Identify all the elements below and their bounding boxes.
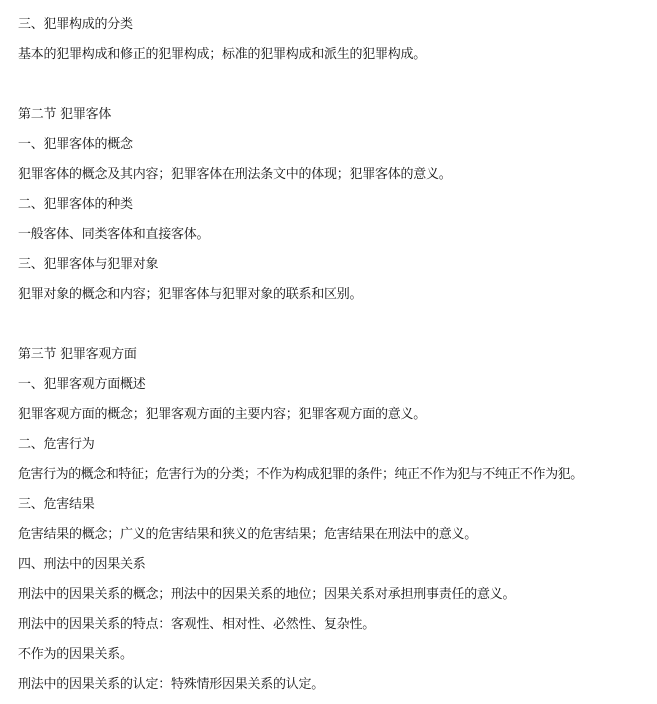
paragraph: 刑法中的因果关系的特点：客观性、相对性、必然性、复杂性。 (18, 617, 376, 632)
paragraph: 犯罪客观方面的概念；犯罪客观方面的主要内容；犯罪客观方面的意义。 (18, 407, 427, 422)
section-heading: 第三节 犯罪客观方面 (18, 347, 137, 362)
subsection-heading: 四、刑法中的因果关系 (18, 557, 146, 572)
paragraph: 基本的犯罪构成和修正的犯罪构成；标准的犯罪构成和派生的犯罪构成。 (18, 47, 427, 62)
paragraph: 犯罪客体的概念及其内容；犯罪客体在刑法条文中的体现；犯罪客体的意义。 (18, 167, 452, 182)
paragraph: 危害结果的概念；广义的危害结果和狭义的危害结果；危害结果在刑法中的意义。 (18, 527, 478, 542)
paragraph: 一般客体、同类客体和直接客体。 (18, 227, 210, 242)
paragraph: 危害行为的概念和特征；危害行为的分类；不作为构成犯罪的条件；纯正不作为犯与不纯正不作为犯。 (18, 467, 583, 482)
paragraph: 不作为的因果关系。 (18, 647, 133, 662)
subsection-heading: 一、犯罪客观方面概述 (18, 377, 146, 392)
section-heading: 第二节 犯罪客体 (18, 107, 112, 122)
subsection-heading: 三、犯罪客体与犯罪对象 (18, 257, 159, 272)
subsection-heading: 一、犯罪客体的概念 (18, 137, 133, 152)
paragraph: 犯罪对象的概念和内容；犯罪客体与犯罪对象的联系和区别。 (18, 287, 363, 302)
subsection-heading: 二、危害行为 (18, 437, 95, 452)
subsection-heading: 二、犯罪客体的种类 (18, 197, 133, 212)
paragraph: 刑法中的因果关系的认定：特殊情形因果关系的认定。 (18, 677, 325, 692)
subsection-heading: 三、危害结果 (18, 497, 95, 512)
paragraph: 刑法中的因果关系的概念；刑法中的因果关系的地位；因果关系对承担刑事责任的意义。 (18, 587, 516, 602)
subsection-heading: 三、犯罪构成的分类 (18, 17, 133, 32)
